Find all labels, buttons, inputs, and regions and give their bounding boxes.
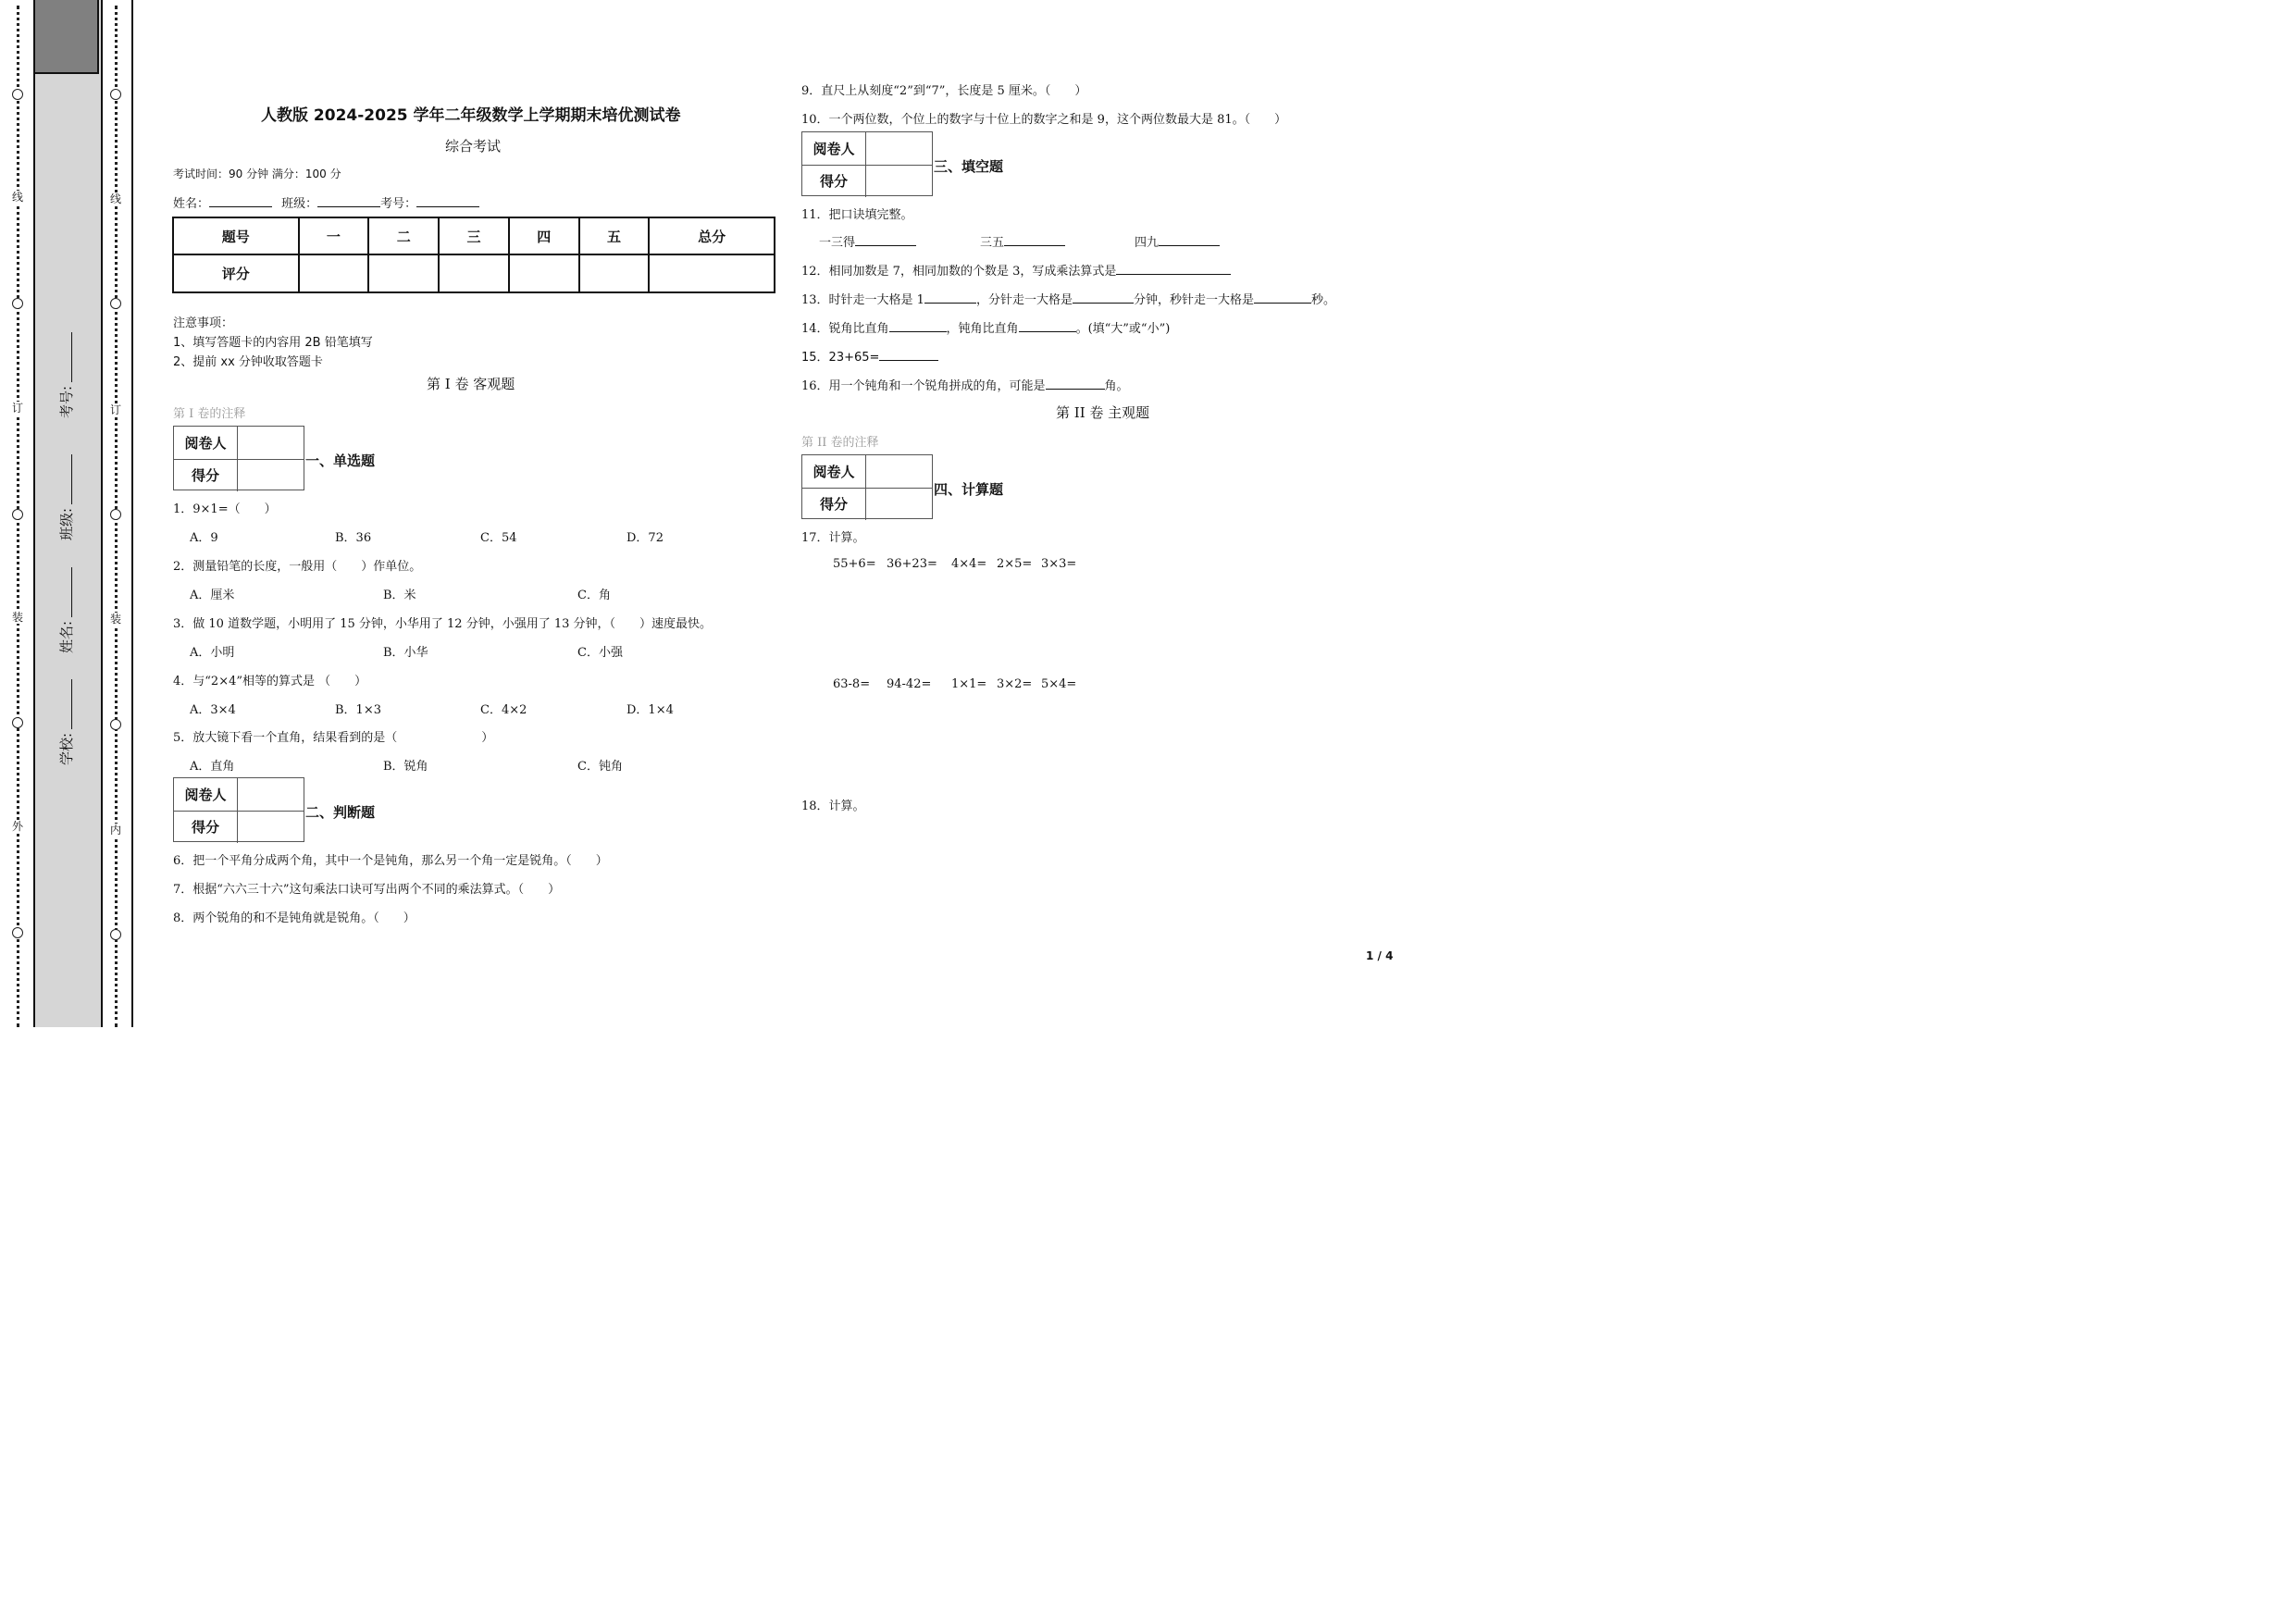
inner-mark-bind: 装 <box>109 613 121 626</box>
outer-mark-line: 线 <box>11 191 23 204</box>
q13-blank-2[interactable] <box>1073 290 1134 304</box>
part1-note: 第 I 卷的注释 <box>173 407 246 421</box>
q14-blank-1[interactable] <box>889 318 947 332</box>
q2-option-c[interactable]: C．角 <box>577 589 611 602</box>
q1-option-a[interactable]: A．9 <box>190 531 218 545</box>
score-cell[interactable] <box>649 254 775 292</box>
score-label: 得分 <box>174 459 238 491</box>
outer-circle-marker <box>12 89 23 100</box>
calc-item: 5×4= <box>1041 677 1077 691</box>
exam-subtitle: 综合考试 <box>445 138 502 155</box>
score-label: 得分 <box>802 488 866 520</box>
question-16 <box>801 376 1129 393</box>
question-3: 3．做 10 道数学题，小明用了 15 分钟，小华用了 12 分钟，小强用了 13 分钟，（ ）速度最快。 <box>173 617 712 631</box>
question-12 <box>801 261 1231 279</box>
notes-heading: 注意事项： <box>173 316 234 330</box>
q15-blank[interactable] <box>879 347 938 361</box>
score-label: 得分 <box>174 811 238 843</box>
q12-text: 12．相同加数是 7，相同加数的个数是 3，写成乘法算式是 <box>801 265 1117 279</box>
reviewer-label: 阅卷人 <box>802 455 866 488</box>
notes-item: 2、提前 xx 分钟收取答题卡 <box>173 355 323 369</box>
question-15 <box>801 347 938 365</box>
score-table-header: 总分 <box>649 217 775 254</box>
calc-item: 1×1= <box>951 677 987 691</box>
inner-mark-inside: 内 <box>109 824 121 837</box>
exam-number-label: 考号： <box>380 197 417 211</box>
score-table-header: 三 <box>439 217 509 254</box>
q11-part-1-text: 一三得 <box>819 236 856 250</box>
score-cell[interactable] <box>299 254 369 292</box>
score-table-header: 一 <box>299 217 369 254</box>
question-11: 11．把口诀填完整。 <box>801 208 913 222</box>
exam-time-info: 考试时间：90 分钟 满分：100 分 <box>173 167 341 180</box>
section-fill-blank: 三、填空题 <box>934 158 1004 175</box>
exam-number-label-vertical: 考号: <box>58 385 76 418</box>
q14-blank-2[interactable] <box>1019 318 1076 332</box>
q16-text-a: 16．用一个钝角和一个锐角拼成的角，可能是 <box>801 379 1046 393</box>
q13-text-c: 分钟，秒针走一大格是 <box>1133 293 1254 307</box>
inner-mark-line: 线 <box>109 192 121 205</box>
school-field[interactable] <box>50 671 83 773</box>
reviewer-box <box>173 777 304 842</box>
q16-blank[interactable] <box>1046 376 1105 390</box>
question-5: 5．放大镜下看一个直角，结果看到的是（ ） <box>173 731 494 745</box>
q11-part-3 <box>1135 232 1220 250</box>
class-label-vertical: 班级: <box>58 507 76 540</box>
outer-circle-marker <box>12 717 23 728</box>
outer-circle-marker <box>12 509 23 520</box>
q2-option-b[interactable]: B．米 <box>383 589 416 602</box>
q11-part-3-text: 四九 <box>1135 236 1160 250</box>
exam-number-blank[interactable] <box>416 193 479 207</box>
question-9: 9．直尺上从刻度“2”到“7”，长度是 5 厘米。（ ） <box>801 84 1087 98</box>
question-2: 2．测量铅笔的长度，一般用（ ）作单位。 <box>173 560 422 574</box>
q2-option-a[interactable]: A．厘米 <box>190 589 235 602</box>
q11-blank-3[interactable] <box>1159 232 1220 246</box>
score-row-label: 评分 <box>173 254 299 292</box>
q11-part-2-text: 三五 <box>980 236 1005 250</box>
q3-option-b[interactable]: B．小华 <box>383 646 428 660</box>
question-17: 17．计算。 <box>801 531 865 545</box>
question-6: 6．把一个平角分成两个角，其中一个是钝角，那么另一个角一定是锐角。（ ） <box>173 854 608 868</box>
question-1: 1．9×1=（ ） <box>173 502 277 516</box>
inner-circle-marker <box>110 929 121 940</box>
q13-text-d: 秒。 <box>1310 293 1335 307</box>
q4-option-c[interactable]: C．4×2 <box>480 703 527 717</box>
part1-title: 第 I 卷 客观题 <box>427 376 515 392</box>
q5-option-c[interactable]: C．钝角 <box>577 760 623 774</box>
inner-mark-order: 订 <box>109 403 121 416</box>
q5-option-b[interactable]: B．锐角 <box>383 760 428 774</box>
q16-text-b: 角。 <box>1104 379 1129 393</box>
section-single-choice: 一、单选题 <box>305 452 376 469</box>
calc-item: 36+23= <box>887 557 937 571</box>
q13-blank-1[interactable] <box>924 290 976 304</box>
question-10: 10．一个两位数，个位上的数字与十位上的数字之和是 9，这个两位数最大是 81。（ ） <box>801 113 1287 127</box>
q1-option-c[interactable]: C．54 <box>480 531 517 545</box>
reviewer-label: 阅卷人 <box>802 132 866 165</box>
calc-item: 94-42= <box>887 677 932 691</box>
q13-blank-3[interactable] <box>1254 290 1311 304</box>
reviewer-label: 阅卷人 <box>174 427 238 459</box>
q11-blank-1[interactable] <box>855 232 916 246</box>
exam-number-field-vertical[interactable] <box>50 324 83 426</box>
q1-option-b[interactable]: B．36 <box>335 531 372 545</box>
q15-text: 15．23+65= <box>801 351 880 365</box>
calc-item: 63-8= <box>833 677 871 691</box>
q13-text-a: 13．时针走一大格是 1 <box>801 293 924 307</box>
q4-option-d[interactable]: D．1×4 <box>626 703 674 717</box>
name-label-vertical: 姓名: <box>58 620 76 653</box>
exam-title: 人教版 2024-2025 学年二年级数学上学期期末培优测试卷 <box>261 106 681 125</box>
score-cell[interactable] <box>579 254 650 292</box>
section-true-false: 二、判断题 <box>305 804 376 821</box>
outer-mark-order: 订 <box>11 402 23 415</box>
class-label: 班级： <box>281 197 318 211</box>
inner-circle-marker <box>110 89 121 100</box>
q11-blank-2[interactable] <box>1004 232 1065 246</box>
question-13 <box>801 290 1335 307</box>
score-cell[interactable] <box>509 254 579 292</box>
notes-item: 1、填写答题卡的内容用 2B 铅笔填写 <box>173 336 373 350</box>
part2-note: 第 II 卷的注释 <box>801 436 879 450</box>
part2-title: 第 II 卷 主观题 <box>1056 404 1150 421</box>
q11-part-1 <box>819 232 916 250</box>
q14-text-b: ，钝角比直角 <box>946 322 1019 336</box>
calc-item: 4×4= <box>951 557 987 571</box>
calc-item: 3×3= <box>1041 557 1077 571</box>
section-calculation: 四、计算题 <box>934 481 1004 498</box>
score-table-header: 题号 <box>173 217 299 254</box>
reviewer-box <box>173 426 304 490</box>
q5-option-a[interactable]: A．直角 <box>190 760 235 774</box>
name-label: 姓名： <box>173 197 210 211</box>
question-18: 18．计算。 <box>801 800 865 813</box>
question-7: 7．根据“六六三十六”这句乘法口诀可写出两个不同的乘法算式。（ ） <box>173 883 561 897</box>
outer-mark-bind: 装 <box>11 611 23 624</box>
q14-text-c: 。(填“大”或“小”) <box>1075 322 1171 336</box>
calc-item: 2×5= <box>997 557 1033 571</box>
score-table-header: 二 <box>368 217 439 254</box>
q11-part-2 <box>980 232 1065 250</box>
reviewer-label: 阅卷人 <box>174 778 238 811</box>
score-table <box>172 217 775 293</box>
q14-text-a: 14．锐角比直角 <box>801 322 889 336</box>
q3-option-c[interactable]: C．小强 <box>577 646 623 660</box>
q13-text-b: ，分针走一大格是 <box>975 293 1073 307</box>
calc-item: 3×2= <box>997 677 1033 691</box>
reviewer-box <box>801 454 933 519</box>
outer-circle-marker <box>12 298 23 309</box>
q4-option-a[interactable]: A．3×4 <box>190 703 236 717</box>
score-table-header: 四 <box>509 217 579 254</box>
binding-border-line <box>131 0 133 1027</box>
class-blank[interactable] <box>317 193 380 207</box>
q3-option-a[interactable]: A．小明 <box>190 646 235 660</box>
q12-blank[interactable] <box>1116 261 1231 275</box>
q1-option-d[interactable]: D．72 <box>626 531 664 545</box>
question-14 <box>801 318 1170 336</box>
outer-mark-outside: 外 <box>11 820 23 833</box>
binding-dark-block <box>33 0 99 74</box>
score-table-header: 五 <box>579 217 650 254</box>
score-label: 得分 <box>802 165 866 197</box>
reviewer-box <box>801 131 933 196</box>
score-cell[interactable] <box>439 254 509 292</box>
inner-circle-marker <box>110 298 121 309</box>
name-field-vertical[interactable] <box>50 559 83 661</box>
inner-circle-marker <box>110 509 121 520</box>
school-label: 学校: <box>58 732 76 765</box>
score-cell[interactable] <box>368 254 439 292</box>
name-blank[interactable] <box>209 193 272 207</box>
class-field-vertical[interactable] <box>50 446 83 548</box>
page-number: 1 / 4 <box>1366 949 1394 962</box>
student-info-line <box>173 193 479 211</box>
outer-circle-marker <box>12 927 23 938</box>
q4-option-b[interactable]: B．1×3 <box>335 703 381 717</box>
calc-item: 55+6= <box>833 557 876 571</box>
inner-circle-marker <box>110 719 121 730</box>
question-4: 4．与“2×4”相等的算式是 （ ） <box>173 675 367 688</box>
question-8: 8．两个锐角的和不是钝角就是锐角。（ ） <box>173 911 416 925</box>
